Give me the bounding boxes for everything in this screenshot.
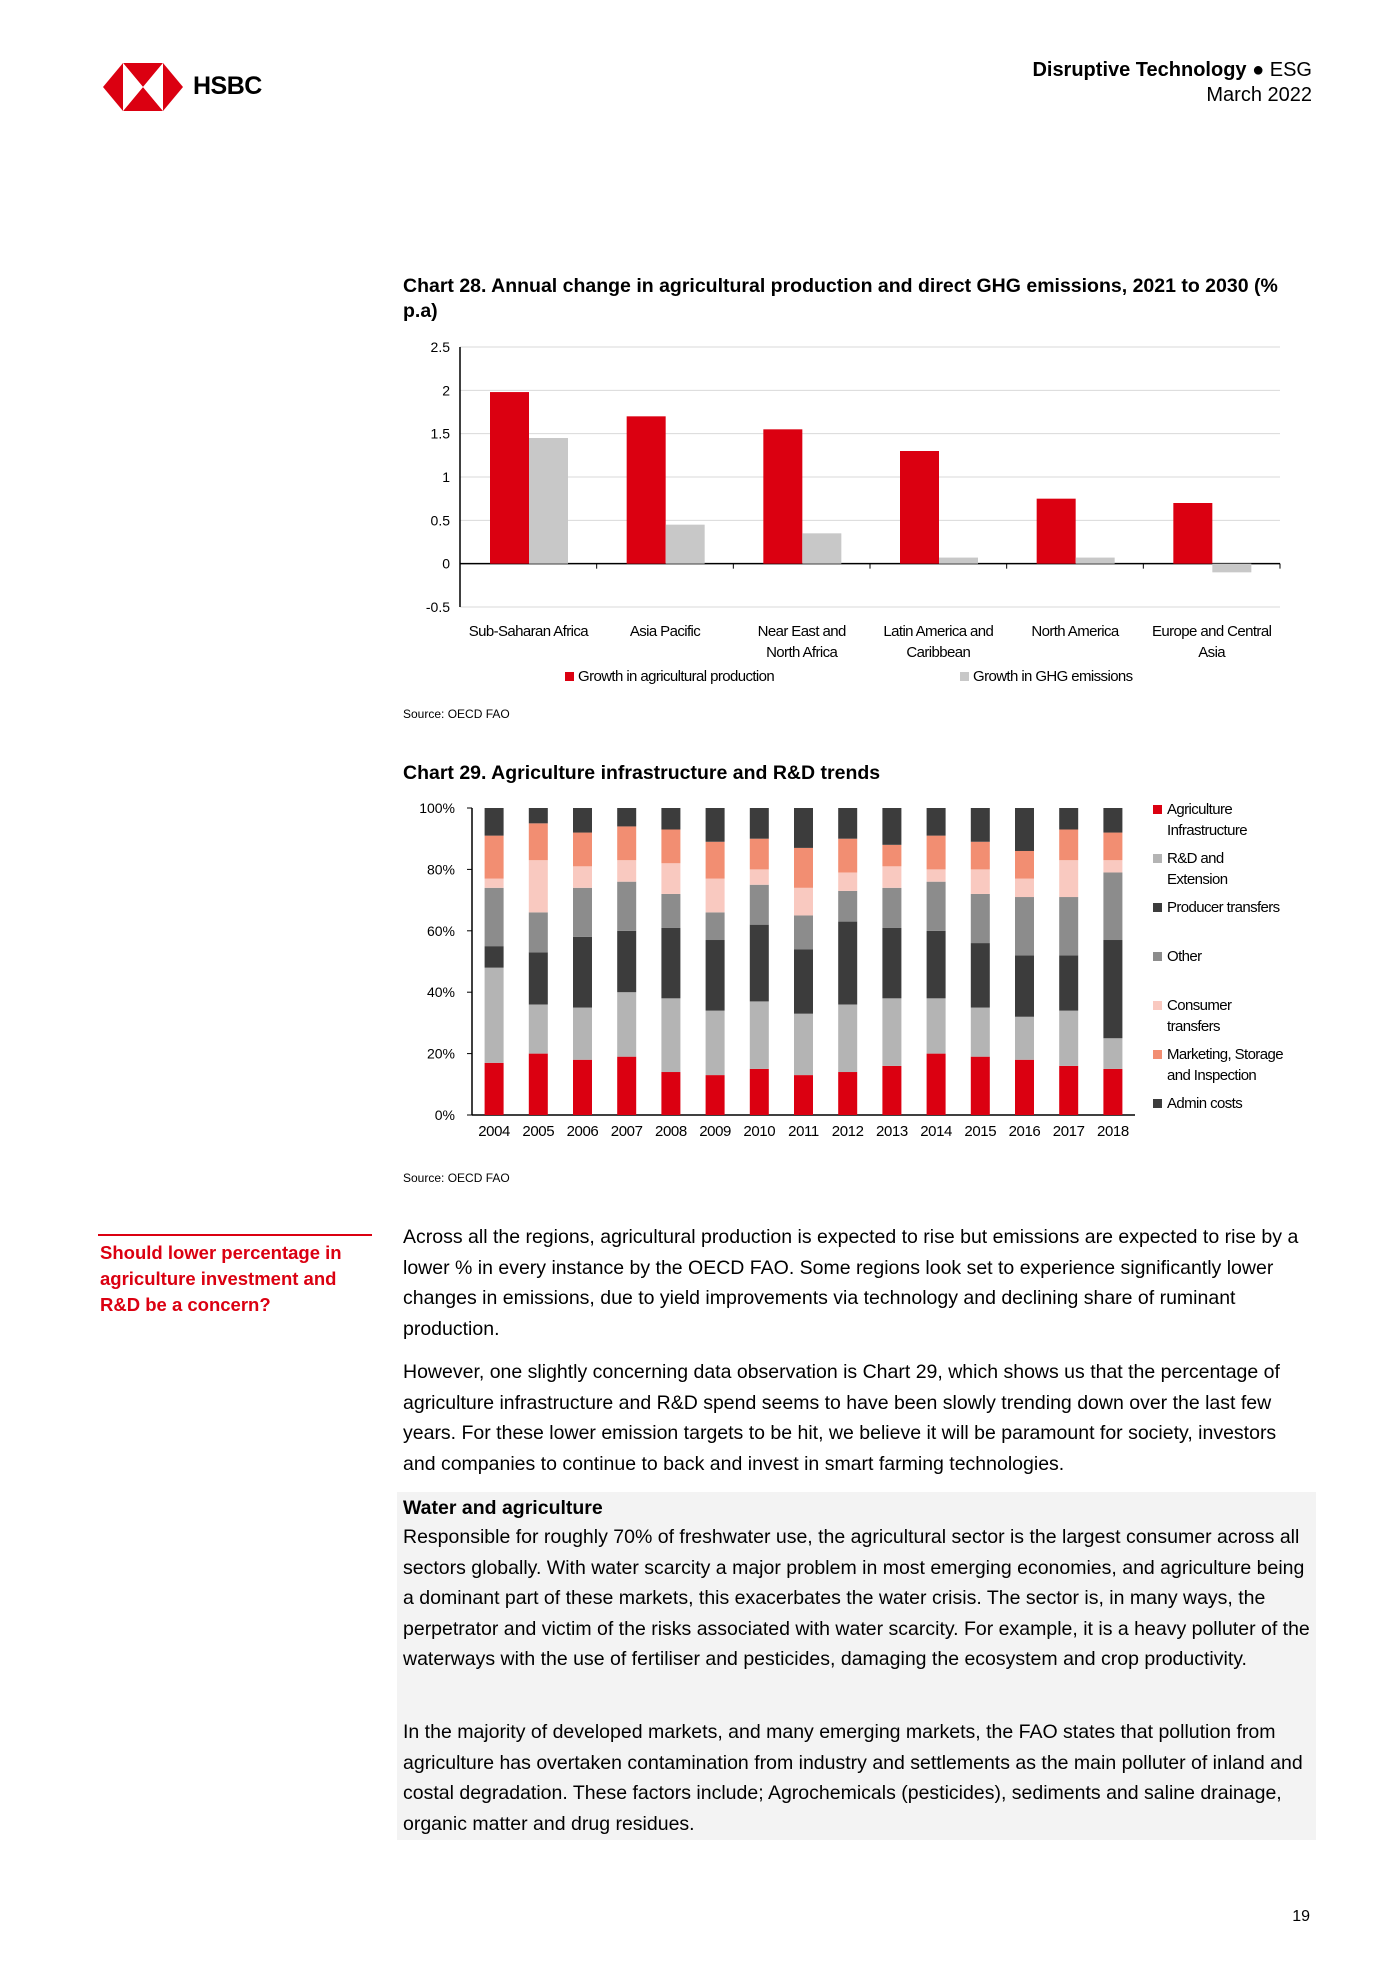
chart29-bar-segment <box>1059 808 1078 829</box>
chart29-bar-segment <box>1015 1060 1034 1115</box>
body-paragraph-2: However, one slightly concerning data observation is Chart 29, which shows us that the percentage of agriculture infrastructure and R&D spend seems to have been slowly trending down over the last few years. For these lower emission targets to be hit, we believe it will be paramount for society, investors and companies to continue to back and invest in smart farming technologies. <box>403 1361 1280 1475</box>
chart29-category-label: 2009 <box>699 1123 731 1140</box>
chart29-bar-segment <box>485 888 504 946</box>
chart29-legend-swatch <box>1153 854 1162 863</box>
document-header <box>1032 58 1312 108</box>
chart29-bar-segment <box>573 1060 592 1115</box>
chart29-bar-segment <box>927 869 946 881</box>
chart28-bar <box>490 392 529 564</box>
water-agriculture-heading: Water and agriculture <box>403 1497 603 1519</box>
chart29-bar-segment <box>1059 1011 1078 1066</box>
chart29-source: Source: OECD FAO <box>403 1171 510 1185</box>
chart28-bar <box>529 438 568 564</box>
chart29-bar-segment <box>1059 860 1078 897</box>
chart29-bar-segment <box>617 808 636 826</box>
chart29-category-label: 2017 <box>1052 1123 1085 1140</box>
chart29-bar-segment <box>617 931 636 992</box>
chart28-category-label: Near East and <box>757 623 846 640</box>
chart29-title: Chart 29. Agriculture infrastructure and R&D trends <box>403 762 881 784</box>
chart29-category-label: 2018 <box>1097 1123 1129 1140</box>
chart29-bar-segment <box>750 925 769 1002</box>
chart29-bar-segment <box>882 845 901 866</box>
sidebar-rule <box>98 1234 372 1236</box>
chart29-bar-segment <box>971 808 990 842</box>
chart29-bar-segment <box>1015 955 1034 1016</box>
chart29-bar-segment <box>794 1075 813 1115</box>
chart29-category-label: 2014 <box>920 1123 952 1140</box>
chart29-bar-segment <box>971 1008 990 1057</box>
chart28-legend-swatch <box>960 672 969 681</box>
chart29-category-label: 2011 <box>788 1123 819 1140</box>
chart28-category-label: North Africa <box>766 644 838 661</box>
chart29-bar-segment <box>927 836 946 870</box>
chart29-legend-label: Infrastructure <box>1167 822 1247 839</box>
chart28-bar <box>1173 503 1212 564</box>
chart29-ytick-label: 100% <box>419 800 455 816</box>
chart29-ytick-label: 40% <box>426 984 455 1001</box>
chart29-bar-segment <box>882 998 901 1066</box>
hsbc-logo <box>103 63 183 111</box>
chart28-ytick-label: 0 <box>442 555 450 572</box>
chart28-category-label: Asia Pacific <box>629 623 701 640</box>
chart28-category-label: Caribbean <box>906 644 971 661</box>
chart28-bar <box>763 429 802 563</box>
chart28-ytick-label: 1 <box>442 469 450 485</box>
chart28-figure <box>400 335 1300 695</box>
chart29-bar-segment <box>573 888 592 937</box>
chart29-legend-label: Marketing, Storage <box>1167 1046 1283 1063</box>
chart29-category-label: 2016 <box>1008 1123 1041 1140</box>
chart29-bar-segment <box>1103 872 1122 940</box>
chart29-legend-swatch <box>1153 805 1162 814</box>
chart29-bar-segment <box>573 866 592 887</box>
chart28-category-label: North America <box>1031 623 1119 640</box>
chart29-bar-segment <box>750 839 769 870</box>
chart29-figure <box>400 800 1320 1150</box>
chart29-legend-label: Extension <box>1167 871 1228 888</box>
chart29-bar-segment <box>617 826 636 860</box>
chart29-bar-segment <box>529 823 548 860</box>
chart28-category-label: Latin America and <box>883 623 994 640</box>
chart29-bar-segment <box>1015 1017 1034 1060</box>
chart29-category-label: 2007 <box>610 1123 643 1140</box>
chart29-bar-segment <box>485 879 504 888</box>
chart29-bar-segment <box>838 808 857 839</box>
chart29-bar-segment <box>794 1014 813 1075</box>
chart29-bar-segment <box>838 872 857 890</box>
chart28-ytick-label: 0.5 <box>430 512 450 529</box>
chart29-bar-segment <box>971 894 990 943</box>
chart29-ytick-label: 20% <box>426 1045 455 1062</box>
chart29-bar-segment <box>927 931 946 999</box>
chart29-legend-swatch <box>1153 1099 1162 1108</box>
header-separator: ● <box>1246 59 1270 81</box>
chart29-bar-segment <box>529 860 548 912</box>
chart29-category-label: 2006 <box>566 1123 599 1140</box>
chart29-bar-segment <box>1059 897 1078 955</box>
chart29-bar-segment <box>971 842 990 870</box>
chart29-category-label: 2013 <box>876 1123 908 1140</box>
chart29-bar-segment <box>706 940 725 1011</box>
chart29-bar-segment <box>750 1001 769 1069</box>
chart29-legend-label: transfers <box>1167 1018 1220 1035</box>
chart29-bar-segment <box>1059 1066 1078 1115</box>
chart29-category-label: 2005 <box>522 1123 555 1140</box>
chart29-bar-segment <box>838 1004 857 1072</box>
chart28-ytick-label: 2 <box>442 382 450 399</box>
chart29-legend-swatch <box>1153 1050 1162 1059</box>
chart29-bar-segment <box>794 888 813 916</box>
chart29-bar-segment <box>573 937 592 1008</box>
chart29-bar-segment <box>617 1057 636 1115</box>
chart29-bar-segment <box>529 952 548 1004</box>
sidebar-callout: Should lower percentage in agriculture investment and R&D be a concern? <box>100 1242 342 1315</box>
chart29-bar-segment <box>1103 1038 1122 1069</box>
chart28-bar <box>666 525 705 564</box>
chart29-bar-segment <box>573 833 592 867</box>
body-paragraph-4: In the majority of developed markets, and many emerging markets, the FAO states that pollution from agriculture has overtaken contamination from industry and settlements as the main polluter of inland and costal degradation. These factors include; Agrochemicals (pesticides), sediments and saline drainage, organic matter and drug residues. <box>403 1721 1303 1835</box>
chart29-bar-segment <box>617 882 636 931</box>
chart29-bar-segment <box>927 1054 946 1115</box>
chart29-bar-segment <box>661 863 680 894</box>
chart29-bar-segment <box>750 869 769 884</box>
chart29-bar-segment <box>529 1004 548 1053</box>
page-number: 19 <box>1292 1908 1310 1925</box>
chart29-bar-segment <box>794 848 813 888</box>
series-name: Disruptive Technology <box>1032 59 1247 81</box>
chart28-legend-label: Growth in GHG emissions <box>973 668 1133 685</box>
chart29-bar-segment <box>882 866 901 887</box>
chart29-legend-swatch <box>1153 1001 1162 1010</box>
chart29-bar-segment <box>750 1069 769 1115</box>
chart29-bar-segment <box>661 928 680 999</box>
chart29-bar-segment <box>661 894 680 928</box>
chart29-bar-segment <box>927 998 946 1053</box>
chart28-source: Source: OECD FAO <box>403 707 510 721</box>
header-series-line <box>1032 58 1312 83</box>
chart28-bar <box>900 451 939 564</box>
chart29-legend-label: and Inspection <box>1167 1067 1257 1084</box>
chart29-bar-segment <box>661 829 680 863</box>
chart29-bar-segment <box>485 836 504 879</box>
chart29-bar-segment <box>794 915 813 949</box>
chart29-bar-segment <box>794 949 813 1013</box>
chart29-bar-segment <box>485 946 504 967</box>
chart29-bar-segment <box>529 808 548 823</box>
chart29-bar-segment <box>838 839 857 873</box>
chart29-bar-segment <box>750 885 769 925</box>
chart29-category-label: 2012 <box>831 1123 864 1140</box>
chart28-bar <box>1076 558 1115 564</box>
chart28-category-label: Asia <box>1198 644 1226 661</box>
chart29-bar-segment <box>971 943 990 1007</box>
chart29-bar-segment <box>750 808 769 839</box>
chart29-bar-segment <box>971 869 990 894</box>
chart29-bar-segment <box>838 1072 857 1115</box>
chart29-legend-label: Consumer <box>1167 997 1232 1014</box>
chart28-category-label: Europe and Central <box>1152 623 1272 640</box>
chart29-bar-segment <box>1103 860 1122 872</box>
chart29-category-label: 2008 <box>655 1123 687 1140</box>
chart29-ytick-label: 0% <box>434 1107 455 1123</box>
chart28-category-label: Sub-Saharan Africa <box>468 623 588 640</box>
chart29-bar-segment <box>1015 808 1034 851</box>
chart29-bar-segment <box>1015 879 1034 897</box>
chart29-legend-swatch <box>1153 952 1162 961</box>
chart28-title: Chart 28. Annual change in agricultural production and direct GHG emissions, 2021 to 2030 (% p.a) <box>403 275 1278 322</box>
chart29-legend-label: Producer transfers <box>1167 899 1280 916</box>
chart29-bar-segment <box>485 808 504 836</box>
topic-tag: ESG <box>1269 59 1312 81</box>
chart28-bar <box>1037 499 1076 564</box>
chart29-bar-segment <box>529 1054 548 1115</box>
chart29-bar-segment <box>971 1057 990 1115</box>
chart29-bar-segment <box>882 1066 901 1115</box>
chart29-bar-segment <box>1059 829 1078 860</box>
publication-date: March 2022 <box>1206 84 1312 106</box>
chart29-legend-label: Agriculture <box>1167 801 1233 818</box>
chart29-bar-segment <box>661 998 680 1072</box>
chart28-bar <box>939 558 978 564</box>
chart29-bar-segment <box>838 922 857 1005</box>
chart29-bar-segment <box>1015 851 1034 879</box>
chart28-legend-label: Growth in agricultural production <box>578 668 775 685</box>
chart29-bar-segment <box>1103 833 1122 861</box>
chart29-bar-segment <box>706 879 725 913</box>
chart29-bar-segment <box>1103 808 1122 833</box>
chart29-legend-label: Admin costs <box>1167 1095 1243 1112</box>
chart29-category-label: 2010 <box>743 1123 776 1140</box>
chart28-ytick-label: -0.5 <box>425 599 450 615</box>
chart29-bar-segment <box>1103 1069 1122 1115</box>
chart29-category-label: 2004 <box>478 1123 510 1140</box>
chart29-legend-label: Other <box>1167 948 1202 965</box>
chart29-ytick-label: 60% <box>426 922 455 939</box>
chart29-bar-segment <box>617 992 636 1056</box>
chart29-legend-label: R&D and <box>1167 850 1224 867</box>
chart29-bar-segment <box>706 842 725 879</box>
chart29-bar-segment <box>882 928 901 999</box>
chart29-bar-segment <box>1015 897 1034 955</box>
chart29-bar-segment <box>661 1072 680 1115</box>
chart29-bar-segment <box>794 808 813 848</box>
chart29-bar-segment <box>882 888 901 928</box>
chart28-bar <box>802 533 841 563</box>
chart29-bar-segment <box>661 808 680 829</box>
chart28-bar <box>1212 564 1251 573</box>
chart29-bar-segment <box>617 860 636 881</box>
chart28-ytick-label: 2.5 <box>430 339 450 355</box>
chart29-bar-segment <box>882 808 901 845</box>
chart29-bar-segment <box>485 1063 504 1115</box>
chart29-bar-segment <box>706 1075 725 1115</box>
chart28-legend-swatch <box>565 672 574 681</box>
chart29-bar-segment <box>529 912 548 952</box>
chart29-bar-segment <box>706 912 725 940</box>
chart29-bar-segment <box>573 808 592 833</box>
brand-name: HSBC <box>193 72 262 100</box>
chart28-bar <box>627 416 666 563</box>
chart29-category-label: 2015 <box>964 1123 997 1140</box>
chart29-bar-segment <box>927 882 946 931</box>
body-paragraph-1: Across all the regions, agricultural production is expected to rise but emissions are expected to rise by a lower % in every instance by the OECD FAO. Some regions look set to experience significantly lower changes in emissions, due to yield improvements via technology and declining share of ruminant production. <box>403 1226 1299 1340</box>
chart29-bar-segment <box>485 968 504 1063</box>
chart29-bar-segment <box>573 1008 592 1060</box>
chart29-bar-segment <box>838 891 857 922</box>
chart29-bar-segment <box>706 808 725 842</box>
chart28-ytick-label: 1.5 <box>430 425 450 442</box>
chart29-ytick-label: 80% <box>426 861 455 878</box>
chart29-legend-swatch <box>1153 903 1162 912</box>
chart29-bar-segment <box>1103 940 1122 1038</box>
chart29-bar-segment <box>1059 955 1078 1010</box>
chart29-bar-segment <box>706 1011 725 1075</box>
chart29-bar-segment <box>927 808 946 836</box>
body-paragraph-3: Responsible for roughly 70% of freshwater use, the agricultural sector is the largest consumer across all sectors globally. With water scarcity a major problem in most emerging economies, and agriculture being a dominant part of these markets, this exacerbates the water crisis. The sector is, in many ways, the perpetrator and victim of the risks associated with water scarcity. For example, it is a heavy polluter of the waterways with the use of fertiliser and pesticides, damaging the ecosystem and crop productivity. <box>403 1526 1310 1670</box>
